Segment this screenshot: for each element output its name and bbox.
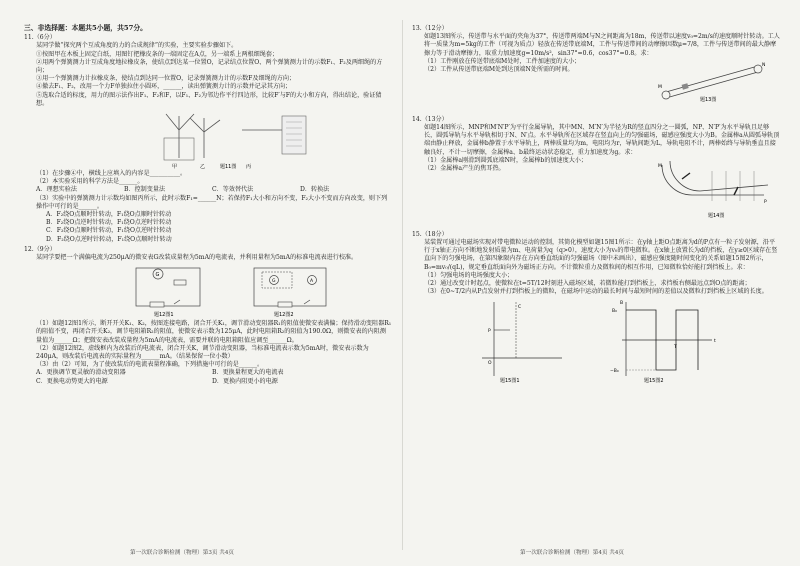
question-13 <box>412 25 780 102</box>
conveyor-diagram <box>652 58 772 102</box>
q11-sub2-options <box>24 186 392 194</box>
rail-diagram <box>652 157 772 221</box>
option: A．更换调节更灵敏的滑动变阻器 <box>36 369 126 377</box>
q15-sub: （1）匀强电场的电场强度大小； <box>424 271 514 279</box>
q14-sub: （1）金属棒a刚滑到圆弧底端N时，金属棒b的加速度大小； <box>424 156 587 164</box>
question-15 <box>412 231 780 387</box>
svg-text:M: M <box>658 84 662 90</box>
section-title: 三、非选择题：本题共5小题，共57分。 <box>24 24 147 32</box>
option: D．更换内阻更小的电源 <box>212 377 278 385</box>
fig-label-jia: 甲 <box>172 164 178 171</box>
q15-head: 15.（18分） <box>412 230 448 238</box>
q11-line: ④撤去F₁、F₂，改用一个力F单独拉住小圆环，______，读出弹簧测力计的示数并记录其方向； <box>36 83 292 91</box>
graph-label-neg-b0: −B₀ <box>610 369 619 375</box>
option: A．F₂绕O点顺时针转动，F₁绕O点顺时针转动 <box>46 211 172 219</box>
svg-text:N: N <box>762 62 766 68</box>
q15-fig2-caption: 题15图2 <box>644 378 664 385</box>
column-divider <box>402 20 403 550</box>
svg-text:A: A <box>310 279 314 285</box>
q14-body: 如题14图所示，MNP和M′N′P′为平行金属导轨，其中MN、M′N′为半径为R的竖直四分之一圆弧，NP、N′P′为水平导轨且足够长，圆弧导轨与水平导轨相切于N、N′点。水平导轨所在区域存在竖直向上的匀强磁场，磁感应强度大小为B。金属棒a从圆弧导轨顶端由静止释放，金属棒b静置于水平导轨上，两棒质量均为m，电阻均为r，导轨间距为L，导轨电阻不计，两棒始终与导轨垂直且接触良好，不计一切摩擦，金属棒a、b最终运动状态稳定，重力加速度为g。求： <box>424 124 780 156</box>
q11-sub1: （1）在步骤④中，横线上应填入的内容是__________。 <box>36 170 187 178</box>
option: B．控制变量法 <box>124 186 166 194</box>
q14-fig-caption: 题14图 <box>708 212 725 219</box>
option: C．F₂绕O点顺时针转动，F₁绕O点逆时针转动 <box>46 227 172 235</box>
q12-head: 12.（9分） <box>24 245 56 253</box>
q12-intro: 某同学要把一个满偏电流为250μA的微安表G改装成量程为5mA的电流表，并利用量程为5mA的标准电流表进行校准。 <box>36 254 358 262</box>
q11-line: ②用两个弹簧测力计互成角度地拉橡皮条，使结点到达某一位置O，记录结点位置O、两个弹簧测力计的示数F₁、F₂及两细绳的方向； <box>36 58 383 75</box>
q11-sub3: （3）实验中的弹簧测力计示数均如图丙所示，此时示数F₁=______N；若保持F₁大小和方向不变，F₂大小不变而方向改变，则下列操作中可行的是______。 <box>36 194 388 210</box>
svg-text:G: G <box>155 272 160 279</box>
option: D．F₂绕O点逆时针转动，F₁绕O点顺时针转动 <box>46 235 172 243</box>
q11-fig-caption: 题11图 <box>220 164 237 171</box>
svg-text:C: C <box>518 305 522 311</box>
q13-sub: （2）工件从传送带底端M处到达顶端N处所需的时间。 <box>424 66 574 74</box>
q15-figures <box>412 296 780 386</box>
option: B．更换量程更大的电流表 <box>212 369 284 377</box>
q12-sub3-options <box>24 369 392 385</box>
q12-sub1: （1）如题12图1所示，断开开关K₁、K₂，按图连接电路，闭合开关K₁，调节滑动变阻器R₁的阻值使微安表满偏；保持滑动变阻器R₁的阻值不变，再闭合开关K₂，调节电阻箱R₂的阻值，使微安表示数为125μA，此时电阻箱R₂的阻值为190.0Ω，则微安表的内阻测量值为______Ω；把微安表改装成量程为5mA的电流表，需要并联的电阻箱阻值应调至______Ω。 <box>36 320 392 344</box>
q11-line: 某同学做“探究两个互成角度的力的合成规律”的实验，主要实验步骤如下。 <box>36 42 238 50</box>
q11-line: ①按图甲在木板上固定白纸，用图钉把橡皮条的一端固定在A点，另一端系上两根细绳套； <box>36 50 279 58</box>
left-column <box>24 24 392 386</box>
question-12 <box>24 246 392 386</box>
footer-right: 第一次联合诊断检测（物理）第4页 共4页 <box>520 550 624 556</box>
svg-text:P: P <box>764 199 767 205</box>
force-table-diagram <box>24 108 392 170</box>
q11-head: 11.（6分） <box>24 34 56 42</box>
option: C．等效替代法 <box>212 186 254 194</box>
svg-text:P: P <box>488 329 491 335</box>
q11-line: ⑤选取合适的标度，用力的图示法作出F₁、F₂和F，以F₁、F₂为邻边作平行四边形，比较F′与F的大小和方向，得出结论，验证猜想。 <box>36 91 382 107</box>
option: B．F₂绕O点逆时针转动，F₁绕O点逆时针转动 <box>46 219 172 227</box>
graph-label-period: T <box>674 345 677 351</box>
graph-label-b0: B₀ <box>612 309 617 315</box>
svg-text:M: M <box>658 163 662 169</box>
q15-body: 某装置可通过电磁场实现对带电微粒运动的控制，其简化模型如题15图1所示：在y轴上距O点距离为d的P点有一粒子发射源，沿平行于x轴正方向不断地发射质量为m、电荷量为q（q>0），速度大小为v₀的带电微粒。在x轴上放置长为d的挡板，在y≥0区域存在竖直向下的匀强电场，在第四象限内存在方向垂直纸面的匀强磁场（图中未画出），磁感应强度随时间变化的关系如题15图2所示，B₀=mv₀/(qL)，规定垂直纸面向外为磁场正方向。不计微粒重力及微粒间的相互作用，已知微粒恰好能打到挡板上。求： <box>424 239 778 271</box>
option: A．理想实验法 <box>36 186 77 194</box>
q15-sub: （3）在0~T/2内从P点发射并打到挡板上的微粒，在磁场中运动的最长时间与最短时间的差值以及微粒打到挡板上区域的长度。 <box>424 288 768 296</box>
q15-fig1-caption: 题15图1 <box>500 378 520 385</box>
q13-sub: （1）工件刚放在传送带底端M处时，工件加速度的大小； <box>424 57 581 65</box>
q12-sub3: （3）由（2）可知，为了使改装后的电流表量程准确，下列措施中可行的是______。 <box>36 361 264 369</box>
q13-body: 如题13图所示，传送带与水平面的夹角为37°，传送带两端M与N之间距离为18m，传送带以速度v₀=2m/s的速度顺时针转动。工人将一质量为m=5kg的工件（可视为质点）轻放在传送带底端M，工件与传送带间的动摩擦因数μ=7/8，工件与传送带间的最大静摩擦力等于滑动摩擦力，取重力加速度g=10m/s²，sin37°=0.6，cos37°=0.8。求： <box>424 33 780 57</box>
option: D．转换法 <box>300 186 330 194</box>
q13-fig-caption: 题13图 <box>700 96 717 102</box>
origin-label: O <box>488 361 492 367</box>
fig-label-bing: 丙 <box>246 164 252 171</box>
graph-axis-b: B <box>620 301 624 307</box>
question-14 <box>412 116 780 221</box>
q15-sub: （2）通过改变计时起点，使微粒在t=5T/12时刻进入磁场区域，若微粒能打到挡板上，求挡板右侧最远点到O点的距离； <box>424 280 751 288</box>
question-11 <box>24 34 392 244</box>
graph-axis-t: t <box>714 339 716 345</box>
q13-head: 13.（12分） <box>412 25 448 32</box>
svg-text:G: G <box>272 279 276 285</box>
q11-sub2: （2）本实验采用的科学方法是______。 <box>36 178 144 186</box>
q12-figures <box>24 262 392 320</box>
q11-line: ③用一个弹簧测力计拉橡皮条，使结点到达同一位置O，记录弹簧测力计的示数F及细绳的方向； <box>36 75 296 83</box>
q14-head: 14.（13分） <box>412 115 448 123</box>
option: C．更换电动势更大的电源 <box>36 377 108 385</box>
q11-figure <box>24 108 392 170</box>
q14-sub: （2）金属棒a产生的焦耳热。 <box>424 165 505 173</box>
right-column <box>412 24 780 386</box>
footer-left: 第一次联合诊断检测（物理）第3页 共4页 <box>130 550 234 556</box>
q12-fig1-caption: 题12图1 <box>154 312 174 319</box>
fig-label-yi: 乙 <box>200 164 206 171</box>
field-and-graph-diagrams <box>412 296 780 386</box>
q12-fig2-caption: 题12图2 <box>274 312 294 319</box>
q12-sub2: （2）如题12图2，虚线框内为改装后的电流表，闭合开关K，调节滑动变阻器，当标准电流表示数为5mA时，微安表示数为240μA，则改装后电流表的实际量程为______mA。（结果保留一位小数） <box>36 344 369 361</box>
circuit-diagrams <box>24 262 392 320</box>
